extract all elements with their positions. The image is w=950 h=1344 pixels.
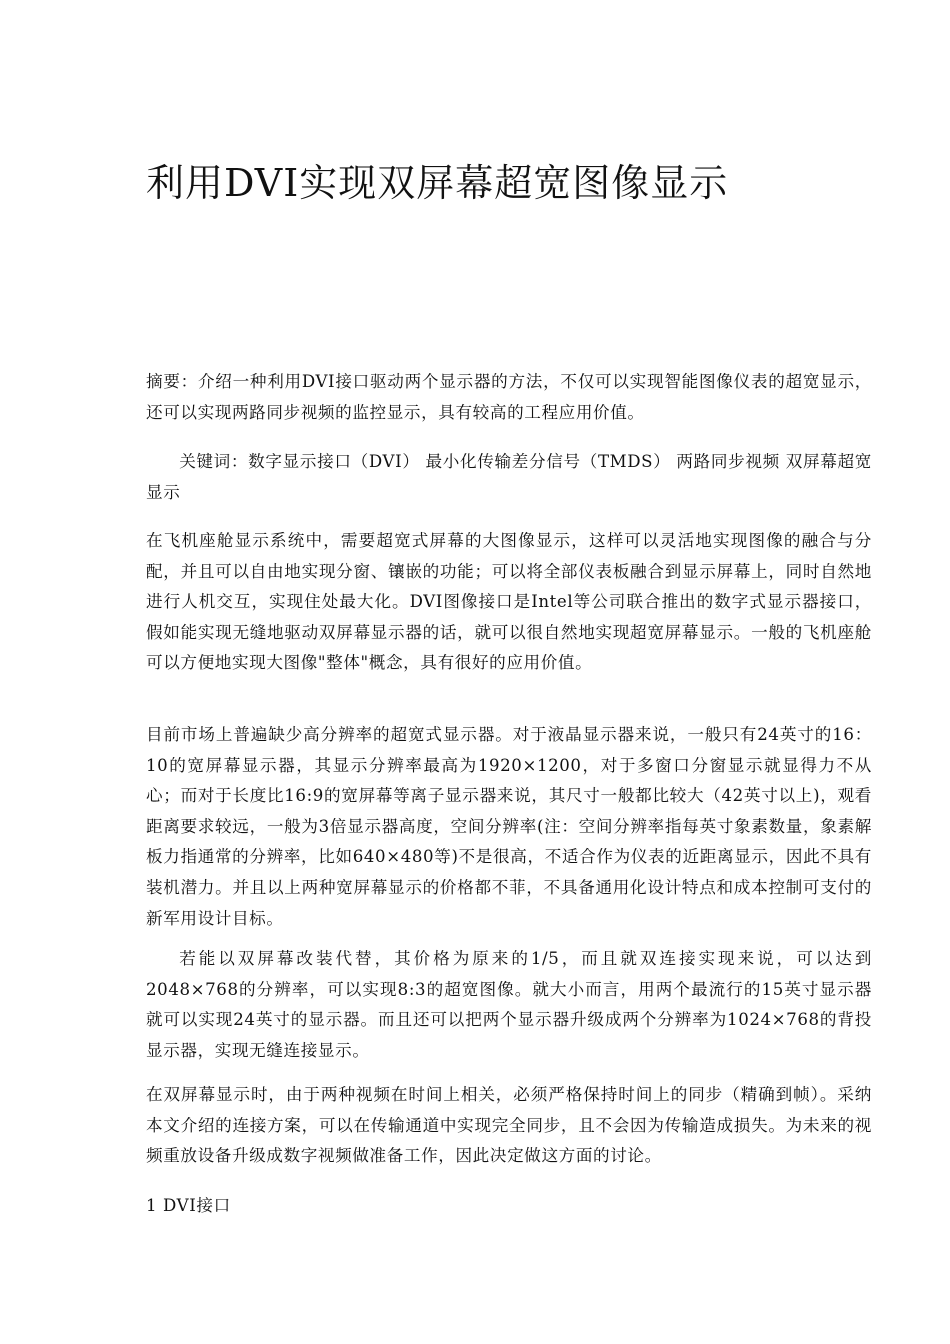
keywords-paragraph: 关键词：数字显示接口（DVI） 最小化传输差分信号（TMDS） 两路同步视频 双屏幕超宽显示 xyxy=(146,452,872,502)
body-paragraph-sync: 在双屏幕显示时，由于两种视频在时间上相关，必须严格保持时间上的同步（精确到帧）。采纳本文介绍的连接方案，可以在传输通道中实现完全同步，且不会因为传输造成损失。为未来的视频重放设备升级成数字视频做准备工作，因此决定做这方面的讨论。 xyxy=(146,1085,872,1166)
abstract-paragraph: 摘要：介绍一种利用DVI接口驱动两个显示器的方法，不仅可以实现智能图像仪表的超宽显示，还可以实现两路同步视频的监控显示，具有较高的工程应用价值。 xyxy=(146,372,872,422)
section-heading: 1 DVI接口 xyxy=(146,1196,231,1215)
body-paragraph-intro: 在飞机座舱显示系统中，需要超宽式屏幕的大图像显示，这样可以灵活地实现图像的融合与分配，并且可以自由地实现分窗、镶嵌的功能；可以将全部仪表板融合到显示屏幕上，同时自然地进行人机交互，实现住处最大化。DVI图像接口是Intel等公司联合推出的数字式显示器接口，假如能实现无缝地驱动双屏幕显示器的话，就可以很自然地实现超宽屏幕显示。一般的飞机座舱可以方便地实现大图像"整体"概念，具有很好的应用价值。 xyxy=(146,531,872,673)
body-paragraph-dual-screen: 若能以双屏幕改装代替，其价格为原来的1/5，而且就双连接实现来说，可以达到2048×768的分辨率，可以实现8:3的超宽图像。就大小而言，用两个最流行的15英寸显示器就可以实现24英寸的显示器。而且还可以把两个显示器升级成两个分辨率为1024×768的背投显示器，实现无缝连接显示。 xyxy=(146,949,872,1060)
document-title: 利用DVI实现双屏幕超宽图像显示 xyxy=(146,161,729,205)
body-paragraph-market: 目前市场上普遍缺少高分辨率的超宽式显示器。对于液晶显示器来说，一般只有24英寸的16：10的宽屏幕显示器，其显示分辨率最高为1920×1200，对于多窗口分窗显示就显得力不从心；而对于长度比16:9的宽屏幕等离子显示器来说，其尺寸一般都比较大（42英寸以上)，观看距离要求较远，一般为3倍显示器高度，空间分辨率(注：空间分辨率指每英寸象素数量，象素解板力指通常的分辨率，比如640×480等)不是很高，不适合作为仪表的近距离显示，因此不具有装机潜力。并且以上两种宽屏幕显示的价格都不菲，不具备通用化设计特点和成本控制可支付的新军用设计目标。 xyxy=(146,725,872,928)
